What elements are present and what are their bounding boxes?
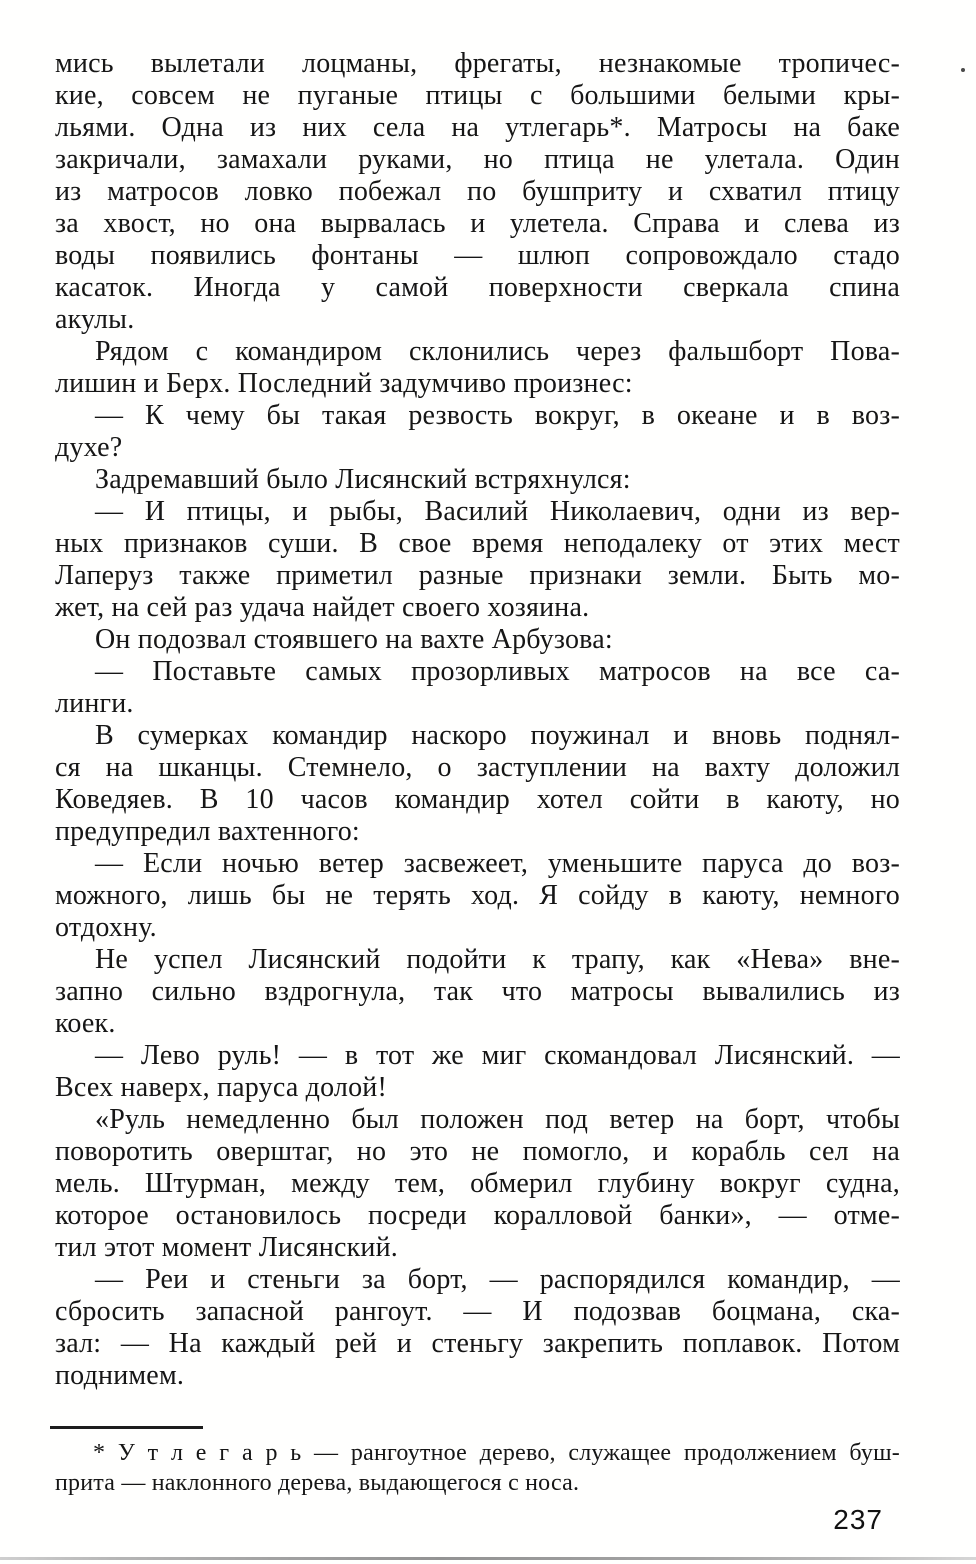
text-line: акулы. [55,304,135,335]
paragraph [55,464,900,496]
text-line: Всех наверх, паруса долой! [55,1072,387,1103]
paragraph [55,1264,900,1392]
text-line: запно сильно вздрогнула, так что матросы вывалились из [55,976,900,1007]
text-line: Он подозвал стоявшего на вахте Арбузова: [95,624,613,655]
text-line: — К чему бы такая резвость вокруг, в океане и в воз- [95,400,900,431]
paragraph [55,656,900,720]
text-line: зал: — На каждый рей и стеньгу закрепить поплавок. Потом [55,1328,900,1359]
text-line: Рядом с командиром склонились через фальшборт Пова- [95,336,900,367]
paragraph [55,48,900,336]
text-line: прита — наклонного дерева, выдающегося с носа. [55,1470,580,1496]
text-line: воды появились фонтаны — шлюп сопровождало стадо [55,240,900,271]
text-line: линги. [55,688,134,719]
text-line: — Поставьте самых прозорливых матросов на все са- [95,656,900,687]
text-line: ных признаков суши. В свое время неподалеку от этих мест [55,528,900,559]
paragraph [55,336,900,400]
text-line: за хвост, но она вырвалась и улетела. Справа и слева из [55,208,900,239]
paragraph [55,720,900,848]
scan-speck-artifact [961,68,965,72]
text-line: В сумерках командир наскоро поужинал и вновь поднял- [95,720,900,751]
text-line: предупредил вахтенного: [55,816,360,847]
text-line: жет, на сей раз удача найдет своего хозяина. [55,592,590,623]
text-line: — И птицы, и рыбы, Василий Николаевич, одни из вер- [95,496,900,527]
text-line: закричали, замахали руками, но птица не улетала. Один [55,144,900,175]
paragraph [55,944,900,1040]
paragraph [55,496,900,624]
page-body [55,48,900,1392]
text-line: Задремавший было Лисянский встряхнулся: [95,464,631,495]
text-line: льями. Одна из них села на утлегарь*. Матросы на баке [55,112,900,143]
footnote [50,1426,900,1498]
text-line: «Руль немедленно был положен под ветер на борт, чтобы [95,1104,900,1135]
text-line: * У т л е г а р ь — рангоутное дерево, служащее продолжением буш- [93,1440,900,1466]
footnote-lines [55,1438,900,1498]
paragraph [55,848,900,944]
text-line: поворотить оверштаг, но это не помогло, и корабль сел на [55,1136,900,1167]
scan-edge-artifact [0,1557,976,1560]
text-line: — Лево руль! — в тот же миг скомандовал Лисянский. — [95,1040,900,1071]
page-number: 237 [833,1504,883,1535]
text-line: мись вылетали лоцманы, фрегаты, незнакомые тропичес- [55,48,900,79]
text-line: мель. Штурман, между тем, обмерил глубину вокруг судна, [55,1168,900,1199]
text-line: — Если ночью ветер засвежеет, уменьшите паруса до воз- [95,848,900,879]
text-line: — Реи и стеньги за борт, — распорядился командир, — [95,1264,900,1295]
text-line: отдохну. [55,912,157,943]
text-line: лишин и Берх. Последний задумчиво произнес: [55,368,633,399]
text-line: духе? [55,432,123,463]
text-line: ся на шканцы. Стемнело, о заступлении на вахту доложил [55,752,900,783]
text-line: из матросов ловко побежал по бушприту и схватил птицу [55,176,900,207]
text-line: коек. [55,1008,116,1039]
paragraph [55,400,900,464]
paragraph [55,1104,900,1264]
text-line: кие, совсем не пуганые птицы с большими белыми кры- [55,80,900,111]
text-line: касаток. Иногда у самой поверхности сверкала спина [55,272,900,303]
text-line: Коведяев. В 10 часов командир хотел сойти в каюту, но [55,784,900,815]
paragraph [55,1040,900,1104]
text-line: поднимем. [55,1360,185,1391]
text-line: можного, лишь бы не терять ход. Я сойду в каюту, немного [55,880,900,911]
paragraph [55,624,900,656]
text-line: сбросить запасной рангоут. — И подозвав боцмана, ска- [55,1296,900,1327]
text-line: Лаперуз также приметил разные признаки земли. Быть мо- [55,560,900,591]
text-line: которое остановилось посреди коралловой банки», — отме- [55,1200,900,1231]
text-line: Не успел Лисянский подойти к трапу, как «Нева» вне- [95,944,900,975]
text-line: тил этот момент Лисянский. [55,1232,398,1263]
footnote-rule [50,1426,203,1429]
